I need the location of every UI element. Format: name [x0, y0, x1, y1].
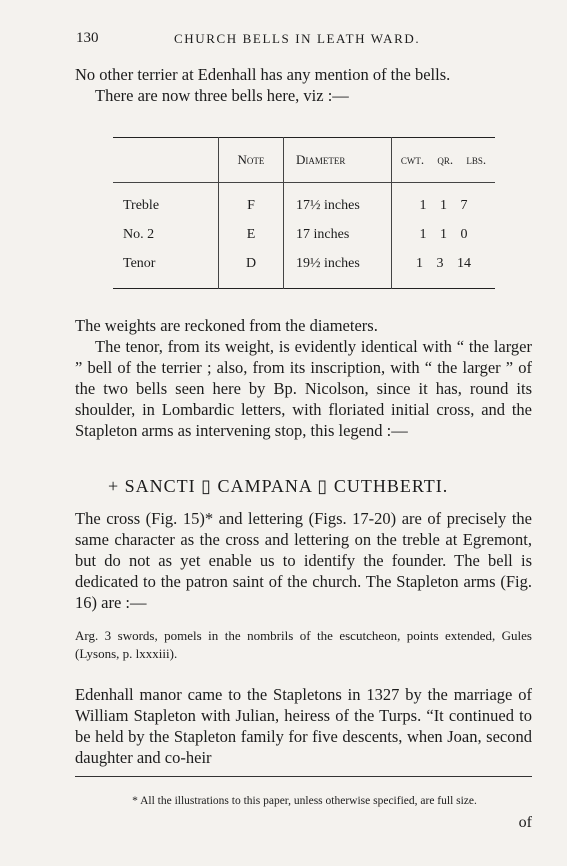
header-weight: cwt. qr. lbs.	[392, 138, 496, 183]
intro-line-2: There are now three bells here, viz :—	[95, 86, 349, 105]
header-diameter: Diameter	[284, 138, 392, 183]
paragraph-manor: Edenhall manor came to the Stapletons in 1327 by the marriage of William Stapleton with Julian, heiress of the Turps. “It continued to be held by the Stapleton family for five descents, when Joan, second daughter and co-heir	[75, 685, 532, 767]
cell-diameter: 19½ inches	[284, 249, 392, 289]
bells-table	[113, 137, 495, 289]
table-row	[113, 249, 495, 289]
cell-weight: 1 1 7	[419, 197, 468, 213]
footnote: * All the illustrations to this paper, unless otherwise specified, are full size.	[132, 795, 477, 807]
cell-bell-name: Treble	[113, 183, 219, 221]
cell-bell-name: No. 2	[113, 220, 219, 249]
paragraph-intro	[75, 64, 532, 106]
weights-sentence: The weights are reckoned from the diameters.	[75, 316, 378, 335]
table-row	[113, 220, 495, 249]
cell-weight: 1 3 14	[416, 255, 471, 271]
page-number: 130	[76, 30, 99, 46]
table-row	[113, 183, 495, 221]
table-header-row	[113, 138, 495, 183]
cell-bell-name: Tenor	[113, 249, 219, 289]
catchword: of	[518, 814, 532, 831]
cell-note: F	[219, 183, 284, 221]
cell-note: E	[219, 220, 284, 249]
bell-inscription: + SANCTI ▯ CAMPANA ▯ CUTHBERTI.	[108, 476, 449, 496]
paragraph-cross: The cross (Fig. 15)* and lettering (Figs. 17-20) are of precisely the same character as the cross and lettering on the treble at Egremont, but do not as yet enable us to identify the founder. The bell is dedicated to the patron saint of the church. The Stapleton arms (Fig. 16) are :—	[75, 509, 532, 612]
footnote-divider	[75, 776, 532, 777]
cell-weight: 1 1 0	[419, 226, 468, 242]
header-note: Note	[219, 138, 284, 183]
paragraph-tenor	[75, 315, 532, 441]
arms-description: Arg. 3 swords, pomels in the nombrils of the escutcheon, points extended, Gules (Lysons, p. lxxxiii).	[75, 628, 532, 661]
header-name	[113, 138, 219, 183]
cell-note: D	[219, 249, 284, 289]
cell-diameter: 17 inches	[284, 220, 392, 249]
intro-line-1: No other terrier at Edenhall has any mention of the bells.	[75, 65, 451, 84]
tenor-description: The tenor, from its weight, is evidently identical with “ the larger ” bell of the terrier ; also, from its inscription, with “ the larger ” of the two bells seen here by Bp. Nicolson, since it has, round its shoulder, in Lombardic letters, with floriated initial cross, and the Stapleton arms as intervening stop, this legend :—	[75, 337, 532, 440]
running-title: CHURCH BELLS IN LEATH WARD.	[174, 31, 421, 46]
cell-diameter: 17½ inches	[284, 183, 392, 221]
